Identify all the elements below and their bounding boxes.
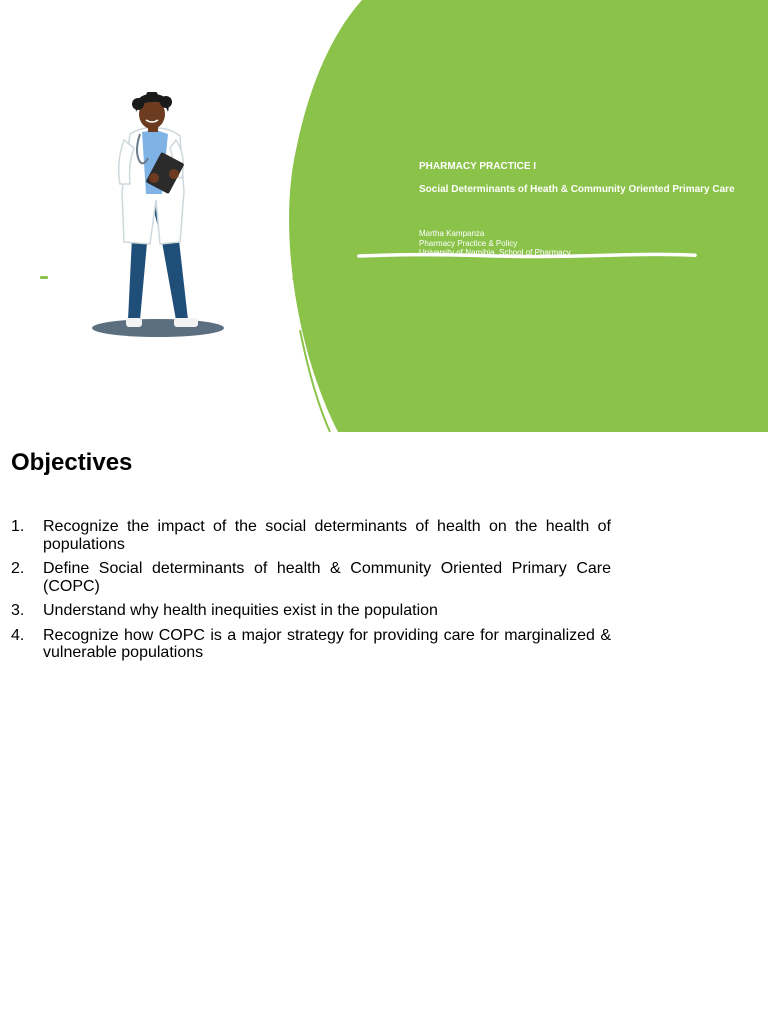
objective-item xyxy=(11,518,611,553)
objective-text: Understand why health inequities exist in the population xyxy=(43,602,438,619)
objective-text: Recognize the impact of the social determinants of health on the health of populations xyxy=(43,518,611,553)
presenter-institution: University of Namibia, School of Pharmacy xyxy=(419,248,571,257)
objective-number: 2. xyxy=(11,560,25,577)
objective-item xyxy=(11,627,611,662)
objectives-list xyxy=(11,518,611,669)
objective-item xyxy=(11,560,611,595)
objective-text: Recognize how COPC is a major strategy for providing care for marginalized & vulnerable populations xyxy=(43,626,611,661)
doctor-with-clipboard-illustration xyxy=(88,92,228,340)
objective-text: Define Social determinants of health & Community Oriented Primary Care (COPC) xyxy=(43,560,611,595)
course-subtitle: Social Determinants of Heath & Community Oriented Primary Care xyxy=(419,184,735,195)
presenter-name: Martha Kampanza xyxy=(419,229,485,238)
accent-dash xyxy=(40,276,48,279)
objective-number: 1. xyxy=(11,518,25,535)
objective-number: 4. xyxy=(11,626,25,644)
presenter-department: Pharmacy Practice & Policy xyxy=(419,238,518,248)
brush-divider xyxy=(358,253,696,259)
title-slide xyxy=(0,0,768,432)
objective-item xyxy=(11,602,611,620)
course-title: PHARMACY PRACTICE I xyxy=(419,161,537,172)
objectives-heading: Objectives xyxy=(11,449,133,476)
objective-number: 3. xyxy=(11,602,25,619)
objectives-slide xyxy=(0,432,768,1024)
